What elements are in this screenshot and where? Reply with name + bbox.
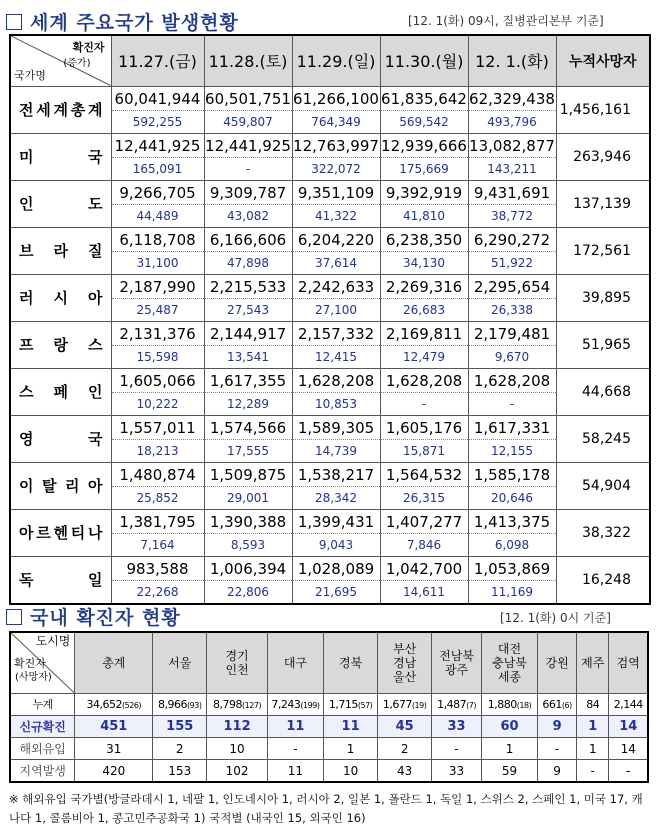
cumulative-cases: 1,585,178 bbox=[469, 463, 556, 487]
value-cell: 102 bbox=[207, 760, 268, 782]
value-cell: 112 bbox=[207, 716, 268, 738]
cumulative-cases: 60,501,751 bbox=[205, 87, 292, 111]
cumulative-cell: 2,144 bbox=[609, 693, 648, 715]
value-cell: - bbox=[267, 738, 323, 760]
value-cell: 10 bbox=[207, 738, 268, 760]
daily-increase: 26,683 bbox=[403, 302, 445, 317]
daily-increase: 8,593 bbox=[230, 537, 266, 552]
value-cell: 2 bbox=[378, 738, 432, 760]
day-cell bbox=[111, 556, 204, 604]
daily-increase: 38,772 bbox=[491, 208, 533, 223]
cumulative-deaths: 51,965 bbox=[556, 321, 650, 368]
daily-increase: 28,342 bbox=[315, 490, 357, 505]
daily-increase: 15,598 bbox=[136, 349, 179, 364]
value-cell: - bbox=[432, 738, 482, 760]
day-cell bbox=[468, 462, 556, 509]
world-as-of: [12. 1(화) 09시, 질병관리본부 기준] bbox=[408, 14, 604, 28]
cumulative-cases: 1,628,208 bbox=[469, 369, 556, 393]
day-cell bbox=[292, 462, 380, 509]
cumulative-cell: 7,243(199) bbox=[267, 693, 323, 715]
cumulative-cases: 1,407,277 bbox=[381, 510, 468, 534]
cumulative-cases: 983,588 bbox=[112, 557, 204, 581]
day-cell bbox=[111, 133, 204, 180]
value-cell: 1 bbox=[324, 738, 378, 760]
daily-increase: 26,338 bbox=[491, 302, 533, 317]
domestic-row bbox=[10, 760, 648, 782]
cumulative-deaths: 44,668 bbox=[556, 368, 650, 415]
day-cell bbox=[111, 86, 204, 133]
daily-increase: 22,806 bbox=[227, 584, 269, 599]
cumulative-cases: 1,480,874 bbox=[112, 463, 204, 487]
region-header: 경기 인천 bbox=[207, 632, 268, 693]
daily-increase: 12,479 bbox=[403, 349, 445, 364]
country-row bbox=[10, 415, 650, 462]
cumulative-cases: 2,131,376 bbox=[112, 322, 204, 346]
domestic-row bbox=[10, 738, 648, 760]
daily-increase: - bbox=[421, 396, 427, 411]
day-cell bbox=[380, 86, 468, 133]
cumulative-deaths: 54,904 bbox=[556, 462, 650, 509]
day-cell bbox=[380, 133, 468, 180]
daily-increase: 7,846 bbox=[406, 537, 442, 552]
daily-increase: 22,268 bbox=[136, 584, 179, 599]
region-header: 전남북 광주 bbox=[432, 632, 482, 693]
cumulative-cases: 6,238,350 bbox=[381, 228, 468, 252]
region-header: 검역 bbox=[609, 632, 648, 693]
value-cell: 9 bbox=[538, 716, 577, 738]
day-cell bbox=[204, 180, 292, 227]
day-cell bbox=[292, 86, 380, 133]
day-cell bbox=[468, 274, 556, 321]
cumulative-cell: 8,966(93) bbox=[153, 693, 207, 715]
country-name: 인 도 bbox=[10, 180, 111, 227]
cumulative-cell: 8,798(127) bbox=[207, 693, 268, 715]
region-header: 총계 bbox=[75, 632, 153, 693]
daily-increase: 29,001 bbox=[227, 490, 269, 505]
daily-increase: 26,315 bbox=[403, 490, 445, 505]
day-cell bbox=[204, 415, 292, 462]
country-row bbox=[10, 227, 650, 274]
value-cell: 60 bbox=[481, 716, 537, 738]
cumulative-deaths: 58,245 bbox=[556, 415, 650, 462]
cumulative-cases: 1,628,208 bbox=[293, 369, 380, 393]
cumulative-cases: 1,605,066 bbox=[112, 369, 204, 393]
cumulative-cell: 661(6) bbox=[538, 693, 577, 715]
cumulative-cases: 9,431,691 bbox=[469, 181, 556, 205]
day-cell bbox=[380, 556, 468, 604]
cumulative-cases: 2,187,990 bbox=[112, 275, 204, 299]
cumulative-deaths: 39,895 bbox=[556, 274, 650, 321]
day-cell bbox=[468, 368, 556, 415]
daily-increase: 6,098 bbox=[494, 537, 530, 552]
day-cell bbox=[380, 227, 468, 274]
day-cell bbox=[204, 133, 292, 180]
country-name: 브 라 질 bbox=[10, 227, 111, 274]
daily-increase: - bbox=[245, 161, 251, 176]
value-cell: 45 bbox=[378, 716, 432, 738]
checkbox-square-icon bbox=[6, 14, 22, 30]
daily-increase: 12,289 bbox=[227, 396, 269, 411]
daily-increase: 14,611 bbox=[403, 584, 445, 599]
cumulative-cases: 1,617,355 bbox=[205, 369, 292, 393]
cumulative-cases: 1,390,388 bbox=[205, 510, 292, 534]
domestic-section-title bbox=[6, 603, 181, 630]
cumulative-cases: 9,351,109 bbox=[293, 181, 380, 205]
daily-increase: 11,169 bbox=[491, 584, 533, 599]
daily-increase: 34,130 bbox=[403, 255, 445, 270]
value-cell: 451 bbox=[75, 716, 153, 738]
cumulative-cases: 61,266,100 bbox=[293, 87, 380, 111]
country-name: 스 페 인 bbox=[10, 368, 111, 415]
cumulative-cases: 9,392,919 bbox=[381, 181, 468, 205]
daily-increase: - bbox=[509, 396, 515, 411]
cumulative-cell: 34,652(526) bbox=[75, 693, 153, 715]
daily-increase: 41,810 bbox=[403, 208, 445, 223]
daily-increase: 322,072 bbox=[311, 161, 361, 176]
cumulative-cases: 1,413,375 bbox=[469, 510, 556, 534]
cumulative-cases: 12,763,997 bbox=[293, 134, 380, 158]
cumulative-cases: 62,329,438 bbox=[469, 87, 556, 111]
day-cell bbox=[468, 180, 556, 227]
domestic-as-of: [12. 1(화) 0시 기준] bbox=[500, 611, 611, 625]
region-header: 서울 bbox=[153, 632, 207, 693]
cumulative-deaths: 38,322 bbox=[556, 509, 650, 556]
country-row bbox=[10, 321, 650, 368]
value-cell: 9 bbox=[538, 760, 577, 782]
cumulative-cases: 1,028,089 bbox=[293, 557, 380, 581]
daily-increase: 47,898 bbox=[227, 255, 269, 270]
value-cell: 155 bbox=[153, 716, 207, 738]
domestic-row bbox=[10, 716, 648, 738]
daily-increase: 41,322 bbox=[315, 208, 357, 223]
country-row bbox=[10, 86, 650, 133]
country-name: 독 일 bbox=[10, 556, 111, 604]
cumulative-cases: 2,179,481 bbox=[469, 322, 556, 346]
date-header: 11.28.(토) bbox=[204, 35, 292, 86]
daily-increase: 37,614 bbox=[315, 255, 357, 270]
date-header: 12. 1.(화) bbox=[468, 35, 556, 86]
day-cell bbox=[468, 321, 556, 368]
cumulative-cases: 1,589,305 bbox=[293, 416, 380, 440]
value-cell: 33 bbox=[432, 760, 482, 782]
cumulative-cases: 2,295,654 bbox=[469, 275, 556, 299]
cumulative-cases: 6,290,272 bbox=[469, 228, 556, 252]
day-cell bbox=[292, 415, 380, 462]
day-cell bbox=[292, 368, 380, 415]
daily-increase: 20,646 bbox=[491, 490, 533, 505]
region-header: 부산 경남 울산 bbox=[378, 632, 432, 693]
region-header: 대전 충남북 세종 bbox=[481, 632, 537, 693]
domestic-title: 국내 확진자 현황 bbox=[30, 607, 181, 629]
cumulative-cases: 1,605,176 bbox=[381, 416, 468, 440]
country-row bbox=[10, 274, 650, 321]
cumulative-cases: 61,835,642 bbox=[381, 87, 468, 111]
day-cell bbox=[111, 321, 204, 368]
world-section-title bbox=[6, 8, 239, 35]
country-name: 전 세 계 총 계 bbox=[10, 86, 111, 133]
day-cell bbox=[204, 321, 292, 368]
value-cell: 11 bbox=[267, 716, 323, 738]
cumulative-deaths: 137,139 bbox=[556, 180, 650, 227]
country-name: 이 탈 리 아 bbox=[10, 462, 111, 509]
value-cell: - bbox=[609, 760, 648, 782]
country-row bbox=[10, 368, 650, 415]
row-label: 신규확진 bbox=[10, 716, 75, 738]
cumulative-deaths: 1,456,161 bbox=[556, 86, 650, 133]
daily-increase: 27,543 bbox=[227, 302, 269, 317]
daily-increase: 31,100 bbox=[136, 255, 179, 270]
region-header: 강원 bbox=[538, 632, 577, 693]
day-cell bbox=[468, 133, 556, 180]
cumulative-cases: 1,617,331 bbox=[469, 416, 556, 440]
domestic-table bbox=[9, 631, 649, 783]
daily-increase: 25,852 bbox=[136, 490, 179, 505]
value-cell: 11 bbox=[267, 760, 323, 782]
daily-increase: 764,349 bbox=[311, 114, 361, 129]
daily-increase: 493,796 bbox=[487, 114, 537, 129]
date-header: 11.27.(금) bbox=[111, 35, 204, 86]
day-cell bbox=[380, 462, 468, 509]
country-row bbox=[10, 133, 650, 180]
date-header: 11.30.(월) bbox=[380, 35, 468, 86]
day-cell bbox=[380, 509, 468, 556]
day-cell bbox=[292, 321, 380, 368]
cumulative-cell: 1,487(7) bbox=[432, 693, 482, 715]
daily-increase: 9,670 bbox=[494, 349, 530, 364]
day-cell bbox=[292, 274, 380, 321]
day-cell bbox=[380, 180, 468, 227]
day-cell bbox=[204, 462, 292, 509]
country-name: 미 국 bbox=[10, 133, 111, 180]
daily-increase: 165,091 bbox=[132, 161, 183, 176]
cumulative-cases: 6,204,220 bbox=[293, 228, 380, 252]
region-header: 대구 bbox=[267, 632, 323, 693]
day-cell bbox=[111, 227, 204, 274]
day-cell bbox=[292, 133, 380, 180]
daily-increase: 143,211 bbox=[487, 161, 537, 176]
daily-increase: 569,542 bbox=[399, 114, 449, 129]
daily-increase: 51,922 bbox=[491, 255, 533, 270]
cumulative-cases: 1,042,700 bbox=[381, 557, 468, 581]
value-cell: 14 bbox=[609, 738, 648, 760]
cumulative-cases: 1,628,208 bbox=[381, 369, 468, 393]
world-title: 세계 주요국가 발생현황 bbox=[30, 12, 239, 34]
world-table bbox=[9, 34, 651, 605]
day-cell bbox=[204, 368, 292, 415]
row-label: 지역발생 bbox=[10, 760, 75, 782]
daily-increase: 27,100 bbox=[315, 302, 357, 317]
cumulative-cases: 1,564,532 bbox=[381, 463, 468, 487]
region-header: 경북 bbox=[324, 632, 378, 693]
cumulative-cases: 13,082,877 bbox=[469, 134, 556, 158]
daily-increase: 175,669 bbox=[399, 161, 449, 176]
cumulative-cases: 2,144,917 bbox=[205, 322, 292, 346]
daily-increase: 15,871 bbox=[403, 443, 445, 458]
day-cell bbox=[204, 509, 292, 556]
daily-increase: 592,255 bbox=[132, 114, 183, 129]
cumulative-cases: 60,041,944 bbox=[112, 87, 204, 111]
value-cell: - bbox=[577, 760, 609, 782]
value-cell: 153 bbox=[153, 760, 207, 782]
cumulative-cases: 6,166,606 bbox=[205, 228, 292, 252]
day-cell bbox=[468, 415, 556, 462]
day-cell bbox=[204, 227, 292, 274]
cumulative-cases: 6,118,708 bbox=[112, 228, 204, 252]
cumulative-cases: 12,441,925 bbox=[205, 134, 292, 158]
cumulative-cases: 1,006,394 bbox=[205, 557, 292, 581]
day-cell bbox=[380, 274, 468, 321]
daily-increase: 12,155 bbox=[491, 443, 533, 458]
daily-increase: 44,489 bbox=[136, 208, 179, 223]
cumulative-cases: 1,053,869 bbox=[469, 557, 556, 581]
cumulative-deaths: 172,561 bbox=[556, 227, 650, 274]
date-header: 11.29.(일) bbox=[292, 35, 380, 86]
daily-increase: 10,222 bbox=[136, 396, 179, 411]
cumulative-cases: 9,266,705 bbox=[112, 181, 204, 205]
domestic-row bbox=[10, 693, 648, 715]
cumulative-cases: 1,381,795 bbox=[112, 510, 204, 534]
country-row bbox=[10, 462, 650, 509]
value-cell: 1 bbox=[577, 716, 609, 738]
value-cell: - bbox=[538, 738, 577, 760]
day-cell bbox=[204, 556, 292, 604]
value-cell: 31 bbox=[75, 738, 153, 760]
value-cell: 59 bbox=[481, 760, 537, 782]
day-cell bbox=[380, 321, 468, 368]
value-cell: 43 bbox=[378, 760, 432, 782]
country-row bbox=[10, 180, 650, 227]
cumulative-cell: 1,677(19) bbox=[378, 693, 432, 715]
cumulative-cases: 1,574,566 bbox=[205, 416, 292, 440]
day-cell bbox=[111, 368, 204, 415]
cumulative-cases: 2,215,533 bbox=[205, 275, 292, 299]
daily-increase: 459,807 bbox=[223, 114, 273, 129]
day-cell bbox=[204, 86, 292, 133]
value-cell: 10 bbox=[324, 760, 378, 782]
daily-increase: 13,541 bbox=[227, 349, 269, 364]
cumulative-deaths: 16,248 bbox=[556, 556, 650, 604]
value-cell: 14 bbox=[609, 716, 648, 738]
daily-increase: 9,043 bbox=[318, 537, 354, 552]
day-cell bbox=[111, 462, 204, 509]
country-name: 프 랑 스 bbox=[10, 321, 111, 368]
value-cell: 11 bbox=[324, 716, 378, 738]
day-cell bbox=[468, 509, 556, 556]
country-name: 러 시 아 bbox=[10, 274, 111, 321]
day-cell bbox=[292, 509, 380, 556]
day-cell bbox=[380, 368, 468, 415]
region-header: 제주 bbox=[577, 632, 609, 693]
daily-increase: 18,213 bbox=[136, 443, 179, 458]
cumulative-deaths: 263,946 bbox=[556, 133, 650, 180]
day-cell bbox=[292, 180, 380, 227]
day-cell bbox=[292, 227, 380, 274]
daily-increase: 10,853 bbox=[315, 396, 357, 411]
domestic-corner-header: 도시명 확진자 (사망자) bbox=[10, 632, 75, 693]
day-cell bbox=[111, 180, 204, 227]
country-name: 아 르 헨 티 나 bbox=[10, 509, 111, 556]
cumulative-cases: 1,538,217 bbox=[293, 463, 380, 487]
day-cell bbox=[468, 556, 556, 604]
daily-increase: 14,739 bbox=[315, 443, 357, 458]
day-cell bbox=[111, 509, 204, 556]
cumulative-cell: 1,715(57) bbox=[324, 693, 378, 715]
cumulative-cell: 1,880(18) bbox=[481, 693, 537, 715]
cumulative-cases: 12,441,925 bbox=[112, 134, 204, 158]
value-cell: 420 bbox=[75, 760, 153, 782]
daily-increase: 17,555 bbox=[227, 443, 269, 458]
cumulative-cases: 2,269,316 bbox=[381, 275, 468, 299]
cumulative-cases: 2,242,633 bbox=[293, 275, 380, 299]
cumulative-cases: 1,557,011 bbox=[112, 416, 204, 440]
day-cell bbox=[468, 86, 556, 133]
death-header: 누적사망자 bbox=[556, 35, 650, 86]
value-cell: 33 bbox=[432, 716, 482, 738]
day-cell bbox=[111, 415, 204, 462]
cumulative-cases: 9,309,787 bbox=[205, 181, 292, 205]
value-cell: 1 bbox=[577, 738, 609, 760]
country-name: 영 국 bbox=[10, 415, 111, 462]
row-label: 누계 bbox=[10, 693, 75, 715]
cumulative-cases: 1,399,431 bbox=[293, 510, 380, 534]
checkbox-square-icon bbox=[6, 609, 22, 625]
cumulative-cases: 1,509,875 bbox=[205, 463, 292, 487]
day-cell bbox=[204, 274, 292, 321]
world-corner-header: 확진자 (증가) 국가명 bbox=[10, 35, 111, 86]
cumulative-cases: 2,157,332 bbox=[293, 322, 380, 346]
value-cell: 2 bbox=[153, 738, 207, 760]
row-label: 해외유입 bbox=[10, 738, 75, 760]
footnote: ※ 해외유입 국가별(방글라데시 1, 네팔 1, 인도네시아 1, 러시아 2, 일본 1, 폴란드 1, 독일 1, 스위스 2, 스페인 1, 미국 17, 캐나다 1, 콜롬비아 1, 콩고민주공화국 1) 국적별 (내국인 15, 외국인 16) bbox=[9, 792, 643, 825]
day-cell bbox=[111, 274, 204, 321]
value-cell: 1 bbox=[481, 738, 537, 760]
daily-increase: 25,487 bbox=[136, 302, 179, 317]
day-cell bbox=[292, 556, 380, 604]
daily-increase: 21,695 bbox=[315, 584, 357, 599]
day-cell bbox=[468, 227, 556, 274]
cumulative-cases: 12,939,666 bbox=[381, 134, 468, 158]
daily-increase: 7,164 bbox=[140, 537, 175, 552]
country-row bbox=[10, 509, 650, 556]
day-cell bbox=[380, 415, 468, 462]
daily-increase: 43,082 bbox=[227, 208, 269, 223]
cumulative-cell: 84 bbox=[577, 693, 609, 715]
cumulative-cases: 2,169,811 bbox=[381, 322, 468, 346]
country-row bbox=[10, 556, 650, 604]
daily-increase: 12,415 bbox=[315, 349, 357, 364]
